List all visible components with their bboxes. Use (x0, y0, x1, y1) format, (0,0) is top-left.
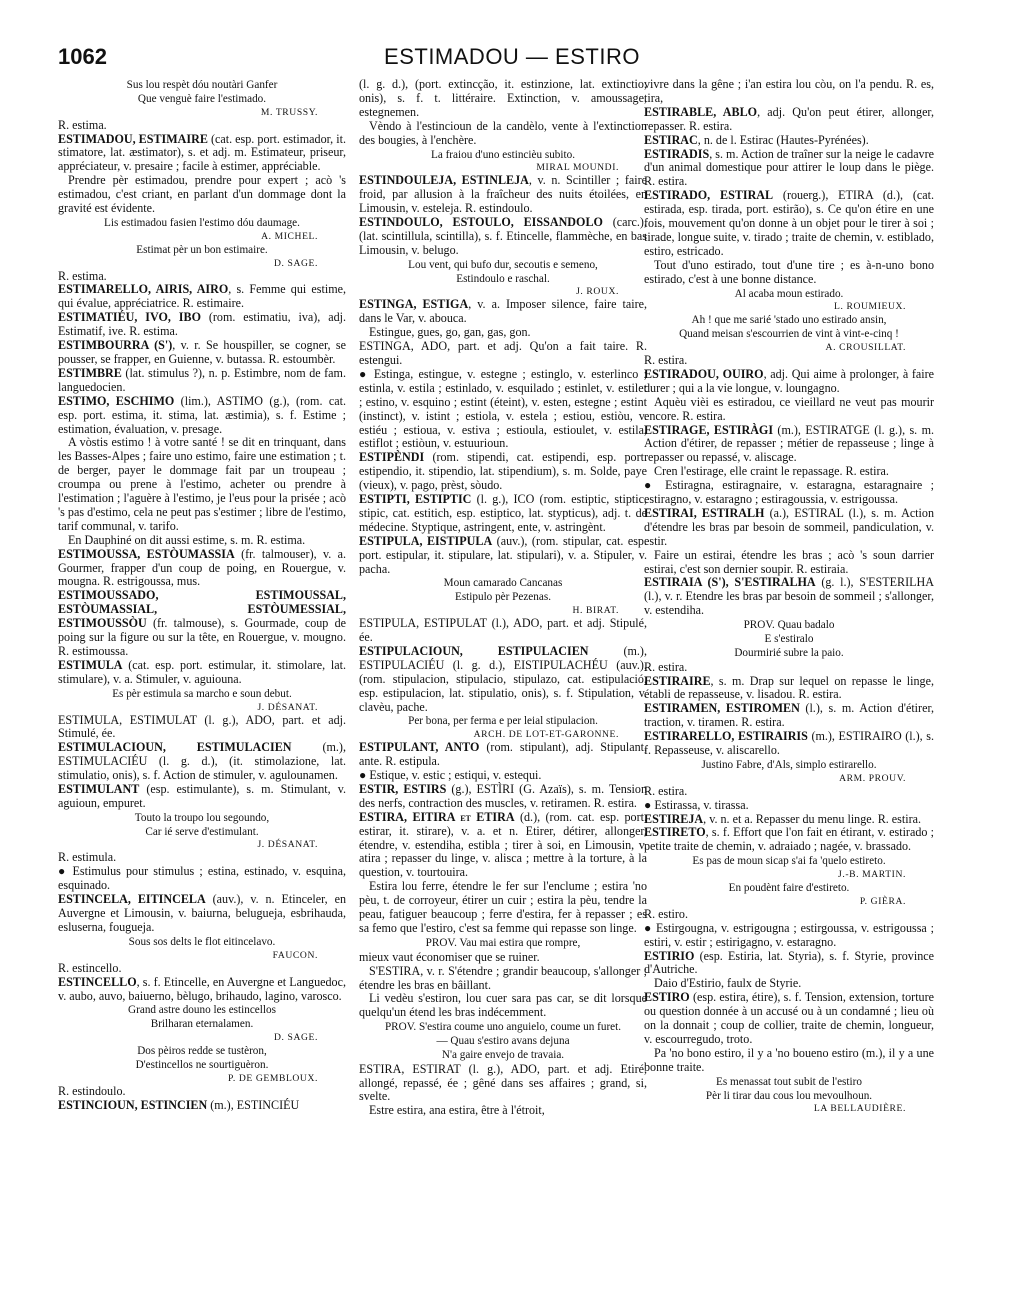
attribution-text: ARCH. DE LOT-ET-GARONNE. (473, 729, 619, 741)
verse-text: Al acaba moun estirado. (734, 287, 844, 300)
dictionary-entry (359, 535, 647, 577)
attribution-text: P. GIÈRA. (859, 895, 906, 907)
verse-quote (359, 937, 647, 950)
entry-text: (lim.), ASTIMO (g.), (rom. cat. esp. port. estima, it. stima, lat. æstimia), s. f. Estime ; estimation, évaluation, v. presage. (58, 393, 346, 436)
headword: ESTINGA, ESTIGA (359, 297, 469, 312)
attribution-text: J. DÉSANAT. (257, 701, 318, 713)
entry-text: (g. l.), S'ESTERILHA (l.), v. r. Etendre les bras par besoin de sommeil ; s'allonger, v. estendiha. (644, 575, 934, 618)
dictionary-entry (58, 133, 346, 175)
entry-paragraph (359, 1104, 647, 1118)
dictionary-entry (644, 368, 934, 396)
dictionary-entry (58, 893, 346, 935)
entry-paragraph (359, 340, 647, 368)
verse-quote (644, 759, 934, 772)
entry-paragraph (359, 617, 647, 645)
headword: ESTINCELLO (58, 974, 137, 989)
entry-text: R. estindoulo. (58, 1083, 126, 1098)
entry-paragraph (58, 851, 346, 865)
verse-quote (644, 855, 934, 868)
column-middle (359, 78, 647, 1296)
dictionary-entry (359, 174, 647, 216)
verse-text: Sus lou respèt dóu noutàri Ganfer (126, 79, 278, 91)
verse-quote (644, 647, 934, 660)
entry-paragraph (58, 119, 346, 133)
headword: ESTIRABLE, ABLO (644, 104, 758, 119)
verse-quote (58, 244, 346, 257)
verse-quote (644, 1090, 934, 1103)
entry-paragraph (644, 922, 934, 950)
attribution-text: A. CROUSILLAT. (825, 341, 906, 353)
headword: ESTIMBOURRA (S') (58, 338, 173, 353)
entry-paragraph (644, 479, 934, 507)
headword: ESTIPTI, ESTIPTIC (359, 492, 472, 507)
verse-text: Quand meisan s'escourrien de vint à vint-e-cinq ! (679, 328, 899, 341)
entry-text: ESTINGA, ADO, part. et adj. Qu'on a fait taire. R. estengui. (359, 339, 647, 367)
headword: ESTIMULA (58, 657, 123, 672)
verse-text: Moun camarado Cancanas (443, 577, 563, 590)
entry-paragraph (644, 465, 934, 479)
dictionary-entry (58, 311, 346, 339)
entry-text: Faire un estirai, étendre les bras ; acò 's soun darrier estirai, c'est son dernier soupir. R. estiraia. (644, 547, 934, 576)
entry-paragraph (359, 769, 647, 783)
column-left (58, 78, 346, 1296)
dictionary-entry (359, 451, 647, 493)
entry-text: ESTIPULA, ESTIPULAT (l.), ADO, part. et adj. Stipulé, ée. (359, 616, 647, 644)
headword: ESTIRETO (644, 825, 706, 840)
headword: ESTIMBRE (58, 365, 122, 380)
verse-quote (58, 79, 346, 92)
verse-quote (58, 936, 346, 949)
verse-text: Que venguè faire l'estimado. (137, 92, 267, 105)
entry-text: (esp. estira, étire), s. f. Tension, extension, torture ou question donnée à un accusé ou à un condamné ; lieu où on la donnait ; coup de collier, traite de chemin, longueur, v. escourregudo, troto. (644, 990, 934, 1047)
entry-paragraph (644, 977, 934, 991)
dictionary-entry (644, 991, 934, 1047)
verse-quote (359, 273, 647, 286)
headword: ESTIMARELLO, AIRIS, AIRO (58, 282, 229, 297)
verse-quote (359, 1049, 647, 1062)
verse-text: Car ié serve d'estimulant. (145, 825, 259, 838)
entry-paragraph (58, 865, 346, 893)
dictionary-entry (58, 589, 346, 659)
verse-text: Sous sos delts le flot eitincelavo. (128, 935, 276, 948)
entry-text: ● Estimulus pour stimulus ; estina, estinado, v. esquina, esquinado. (58, 864, 346, 893)
verse-quote (644, 288, 934, 301)
entry-text: R. estira. (644, 352, 688, 367)
headword: ESTINCIOUN, ESTINCIEN (58, 1097, 208, 1112)
verse-quote (58, 217, 346, 230)
entry-paragraph (359, 368, 647, 451)
entry-paragraph (644, 908, 934, 922)
entry-text: (cat. esp. port. estimular, it. stimolare, lat. stimulare), v. a. Stimuler, v. aguiouna. (58, 657, 346, 686)
entry-text: ESTIMULA, ESTIMULAT (l. g.), ADO, part. et adj. Stimulé, ée. (58, 712, 346, 741)
quote-attribution (644, 301, 906, 313)
headword: ESTIRAMEN, ESTIROMEN (644, 701, 800, 716)
headword: ESTINDOULO, ESTOULO, EISSANDOLO (359, 215, 603, 230)
entry-paragraph (644, 259, 934, 287)
dictionary-entry (359, 741, 647, 769)
entry-text: S'ESTIRA, v. r. S'étendre ; grandir beaucoup, s'allonger ; étendre les bras en bâillant. (359, 963, 647, 992)
dictionary-entry (644, 675, 934, 703)
column-right (644, 78, 934, 1296)
dictionary-entry (58, 741, 346, 783)
dictionary-entry (644, 148, 934, 190)
entry-text: (auv.), (rom. stipular, cat. esp. port. estipular, it. stipulare, lat. stipulari), v. a. Stipuler, v. pacha. (359, 533, 647, 576)
entry-paragraph (644, 354, 934, 368)
verse-quote (359, 1035, 647, 1048)
entry-text: Vèndo à l'estincioun de la candèlo, vente à l'extinction des bougies, à l'enchère. (359, 118, 647, 147)
entry-paragraph (644, 799, 934, 813)
verse-text: Estipulo pèr Pezenas. (454, 591, 551, 604)
entry-text: R. estira. (644, 783, 688, 798)
entry-text: (cat. esp. port. estimador, it. stimatore, lat. æstimator), s. et adj. m. Estimateur, priseur, appréciateur, v. presaire ; facile à estimer, appréciable. (58, 131, 346, 174)
entry-paragraph (58, 1085, 346, 1099)
verse-text: Es pas de moun sicap s'ai fa 'quelo estireto. (692, 855, 886, 868)
entry-text: , s. m. Action de traîner sur la neige le cadavre d'un animal domestique pour attirer le loup dans le piège. R. estira. (644, 146, 934, 189)
entry-text: ● Estique, v. estic ; estiqui, v. estequi. (359, 768, 542, 783)
dictionary-entry (359, 493, 647, 535)
dictionary-entry (644, 730, 934, 758)
dictionary-entry (644, 702, 934, 730)
headword: ESTIRAI, ESTIRALH (644, 505, 765, 520)
entry-text: ● Estirassa, v. tirassa. (644, 797, 749, 812)
headword: ESTIPÈNDI (359, 450, 425, 465)
entry-text: (d.), (rom. cat. esp. port. estirar, it. stirare), v. a. et n. Etirer, détirer, allonger, étendre, v. estendiha, estibla ; tirer à soi, en Limousin, v. atira ; repasser du linge, v. alisca ; mettre à la torture, à la question, v. tourtouira. (359, 809, 647, 880)
verse-quote (644, 1076, 934, 1089)
verse-quote (359, 591, 647, 604)
headword: ESTIRADOU, OUIRO (644, 366, 764, 381)
entry-text: R. estimula. (58, 850, 117, 865)
entry-paragraph (359, 78, 647, 120)
quote-attribution (644, 869, 906, 881)
dictionary-entry (58, 339, 346, 367)
attribution-text: P. DE GEMBLOUX. (227, 1072, 318, 1084)
entry-text: vivre dans la gêne ; i'an estira lou còu, on l'a pendu. R. es, tira, (644, 78, 934, 105)
headword: ESTIPULANT, ANTO (359, 740, 480, 755)
entry-paragraph (644, 1047, 934, 1075)
dictionary-entry (644, 507, 934, 549)
entry-text: , v. r. Se houspiller, se cogner, se pousser, se frapper, en Guienne, v. butassa. R. estoumbèr. (58, 338, 346, 366)
entry-text: (l. g. d.), (port. extincção, it. estinzione, lat. extinctio, onis), s. f. t. littéraire. Extinction, v. amoussage, estegnemen. (359, 78, 647, 119)
headword: ESTIMATIÉU, IVO, IBO (58, 310, 201, 325)
attribution-text: D. SAGE. (274, 1032, 318, 1043)
verse-quote (58, 1004, 346, 1017)
entry-text: En Dauphiné on dit aussi estime, s. m. R. estima. (68, 532, 306, 547)
verse-quote (58, 93, 346, 106)
dictionary-entry (359, 783, 647, 811)
verse-quote (58, 1018, 346, 1031)
entry-text: , v. n. et a. Repasser du menu linge. R. estira. (703, 811, 922, 826)
verse-quote (359, 259, 647, 272)
quote-attribution (644, 1103, 906, 1115)
attribution-text: H. BIRAT. (572, 605, 619, 617)
verse-text: Estimat pèr un bon estimaire. (136, 243, 268, 256)
verse-quote (644, 314, 934, 327)
verse-quote (58, 1059, 346, 1072)
verse-text: Brilharan eternalamen. (150, 1018, 254, 1031)
quote-attribution (58, 231, 318, 243)
dictionary-entry (359, 811, 647, 881)
entry-text: (m.), ESTIRATGE (l. g.), s. m. Action d'étirer, de repasser ; métier de repasseuse ; linge à repasser ou repassé, v. aliscage. (644, 422, 934, 465)
entry-text: Prendre pèr estimadou, prendre pour expert ; acò 's estimadou, c'est criant, en parlant d'un dommage dont la gravité est évidente. (58, 173, 346, 216)
verse-quote (644, 619, 934, 632)
attribution-text: FAUCON. (272, 949, 318, 961)
verse-quote (359, 577, 647, 590)
entry-text: Tout d'uno estirado, tout d'une tire ; es à-n-uno bono estirado, c'est à une bonne distance. (644, 257, 934, 286)
entry-text: R. estincello. (58, 960, 122, 975)
verse-text: Per bona, per ferma e per leial stipulacion. (408, 715, 598, 728)
entry-paragraph (359, 120, 647, 148)
dictionary-entry (644, 576, 934, 618)
attribution-text: J.-B. MARTIN. (838, 869, 906, 881)
entry-text: mieux vaut économiser que se ruiner. (359, 949, 540, 964)
entry-text: Cren l'estirage, elle craint le repassage. R. estira. (654, 464, 889, 479)
dictionary-entry (58, 976, 346, 1004)
entry-text: Estira lou ferre, étendre le fer sur l'enclume ; estira 'no pèu, t. de corroyeur, étirer un cuir ; estira la pèu, tendre la peau, fatiguer beaucoup ; ferre d'estira, fer à repasser ; es sa femo que l'estiro, c'est sa femme qui repasse son linge. (359, 879, 647, 935)
entry-text: (rom. stipendi, cat. estipendi, esp. port. estipendio, it. stipendio, lat. stipendium), s. m. Solde, paye (vieux), v. pago, prèst, sòudo. (359, 450, 647, 493)
verse-text: Dos pèiros redde se tustèron, (137, 1045, 267, 1057)
entry-text: A vòstis estimo ! à votre santé ! se dit en trinquant, dans les Basses-Alpes ; faire uno estimo, faire une estimation ; t. de berger, payer le dommage fait par un troupeau ; croumpa ou prene à l'estimo, acheter ou prendre à l'estimation ; l'aguère à l'estimo, je l'eus pour la prisée ; acò 's pas d'estimo, cela ne peut pas s'estimer ; libre de l'estimo, tarif communal, v. tarifo. (58, 435, 346, 533)
entry-text: (rom. estimatiu, iva), adj. Estimatif, ive. R. estima. (58, 310, 346, 339)
entry-text: R. estira. (644, 659, 688, 674)
headword: ESTIRAC (644, 132, 698, 147)
entry-text: (rom. stipulant), adj. Stipulant, ante. R. estipula. (359, 740, 647, 769)
entry-text: Pa 'no bono estiro, il y a 'no boueno estiro (m.), il y a une bonne traite. (644, 1045, 934, 1074)
headword: ESTIRARELLO, ESTIRAIRIS (644, 729, 808, 744)
entry-paragraph (359, 965, 647, 993)
page-number: 1062 (58, 44, 107, 69)
attribution-text: J. DÉSANAT. (257, 839, 318, 851)
entry-paragraph (359, 880, 647, 936)
quote-attribution (58, 1032, 318, 1044)
entry-paragraph (644, 549, 934, 577)
entry-text: (l. g.), ICO (rom. estiptic, stiptic, stipic, cat. estitich, esp. estiptico, lat. stypticus), adj. t. de médecine. Styptique, astringent, ente, v. astringènt. (359, 492, 647, 534)
attribution-text: J. ROUX. (576, 286, 619, 298)
headword: ESTINCELA, EITINCELA (58, 892, 206, 907)
verse-text: Estindoulo e raschal. (456, 272, 550, 285)
headword: ESTIRADO, ESTIRAL (644, 188, 774, 203)
entry-text: (auv.), v. n. Etinceler, en Auvergne et Limousin, v. baiurna, belugueja, esbrihauda, esluserna, fougueja. (58, 892, 346, 934)
verse-text: N'a gaire envejo de travaia. (441, 1048, 565, 1061)
entry-text: , adj. Qu'on peut étirer, allonger, repasser. R. estira. (644, 104, 934, 133)
dictionary-entry (644, 950, 934, 978)
entry-text: , v. a. Imposer silence, faire taire, dans le Var, v. abouca. (359, 297, 647, 326)
entry-paragraph (359, 992, 647, 1020)
dictionary-entry (58, 548, 346, 590)
entry-text: ● Estiragna, estiragnaire, v. estaragna, estaragnaire ; estiragno, v. estaragno ; estiragoussia, v. estrigoussa. (644, 478, 934, 507)
dictionary-entry (359, 216, 647, 258)
headword: ESTIREJA (644, 811, 704, 826)
entry-text: (a.), ESTIRAL (l.), s. m. Action d'étendre les bras par besoin de sommeil, pandiculation, v. estir. (644, 505, 934, 548)
entry-paragraph (359, 326, 647, 340)
verse-text: La fraiou d'uno estincièu subito. (430, 148, 575, 161)
verse-text: En poudènt faire d'estireto. (728, 882, 850, 895)
dictionary-entry (644, 813, 934, 827)
dictionary-entry (644, 189, 934, 259)
verse-text: — Quau s'estiro avans dejuna (436, 1035, 570, 1048)
entry-text: (fr. talmouser), v. a. Gourmer, frapper d'un coup de poing, en Rouergue, v. mougna. R. estrigoussa, mus. (58, 546, 346, 589)
verse-text: PROV. Quau badalo (743, 619, 835, 632)
verse-text: PROV. S'estira coume uno anguielo, coume un furet. (384, 1021, 622, 1034)
entry-paragraph (58, 436, 346, 533)
verse-quote (644, 328, 934, 341)
dictionary-entry (359, 298, 647, 326)
entry-paragraph (359, 1063, 647, 1105)
entry-text: (esp. Estiria, lat. Styria), s. f. Styrie, province d'Autriche. (644, 948, 934, 977)
verse-text: Pèr li tirar dau cous lou mevoulhoun. (705, 1089, 873, 1102)
entry-text: ● Estirgougna, v. estrigougna ; estirgoussa, v. estrigoussa ; estiri, v. estir ; estirigagno, v. estaragno. (644, 920, 934, 949)
headword: ESTIRAIA (S'), S'ESTIRALHA (644, 575, 816, 590)
headword: ESTIMOUSSADO, ESTIMOUSSAL, ESTÒUMASSIAL, ESTÒUMESSIAL, ESTIMOUSSÒU (58, 588, 346, 631)
entry-text: Li vedèu s'estiron, lou cuer sara pas car, se dit lorsque quelqu'un étend les bras indécemment. (359, 991, 647, 1020)
dictionary-entry (58, 783, 346, 811)
dictionary-entry (58, 395, 346, 437)
entry-paragraph (58, 534, 346, 548)
entry-text: , adj. Qui aime à prolonger, à faire durer ; qui a la vie longue, v. loungagno. (644, 366, 934, 395)
entry-paragraph (359, 951, 647, 965)
verse-text: PROV. Vau mai estira que rompre, (425, 936, 581, 949)
attribution-text: D. SAGE. (274, 257, 318, 269)
dictionary-entry (58, 283, 346, 311)
entry-paragraph (58, 714, 346, 742)
verse-text: Touto la troupo lou segoundo, (134, 811, 270, 824)
headword: ESTIRA, EITIRA et ETIRA (359, 809, 515, 824)
attribution-text: ARM. PROUV. (839, 772, 906, 784)
entry-text: Estre estira, ana estira, être à l'étroit, (369, 1103, 545, 1118)
headword: ESTIRAIRE (644, 673, 711, 688)
dictionary-entry (644, 424, 934, 466)
entry-text: (lat. stimulus ?), n. p. Estimbre, nom de fam. languedocien. (58, 365, 346, 394)
headword: ESTIR, ESTIRS (359, 781, 447, 796)
headword: ESTIPULACIOUN, ESTIPULACIEN (359, 643, 589, 658)
verse-text: Es menassat tout subit de l'estiro (716, 1075, 862, 1088)
dictionary-entry (359, 645, 647, 715)
entry-text: (l.), s. m. Action d'étirer, traction, v. tiramen. R. estira. (644, 701, 934, 730)
headword: ESTIRIO (644, 948, 695, 963)
entry-text: , s. Femme qui estime, qui évalue, appréciatrice. R. estimaire. (58, 282, 346, 311)
verse-quote (644, 882, 934, 895)
attribution-text: L. ROUMIEUX. (834, 301, 906, 313)
entry-text: , s. m. Drap sur lequel on repasse le linge, établi de repasseuse, v. lisadou. R. estira. (644, 673, 934, 702)
dictionary-entry (58, 1099, 346, 1113)
entry-text: (m.), ESTIRAIRO (l.), s. f. Repasseuse, v. aliscarello. (644, 729, 934, 758)
entry-text: (carc.), (lat. scintillula, scintilla), s. f. Etincelle, flammèche, en bas Limousin, v. belugo. (359, 215, 647, 257)
headword: ESTIMO, ESCHIMO (58, 393, 175, 408)
dictionary-entry (58, 659, 346, 687)
entry-text: (rouerg.), ETIRA (d.), (cat. estirada, esp. tirada, port. estirão), s. Ce qu'on étire en une fois, mouvement qu'on donne à un objet pour le tirer à soi ; tirade, longue suite, v. tirado ; traite de chemin, v. estiblado, estiro, estricado. (644, 188, 934, 258)
verse-quote (644, 633, 934, 646)
entry-text: Aquèu vièi es estiradou, ce vieillard ne veut pas mourir encore. R. estira. (644, 394, 934, 423)
headword: ESTIMULACIOUN, ESTIMULACIEN (58, 740, 292, 755)
verse-text: Grand astre douno les estincellos (128, 1004, 276, 1017)
dictionary-entry (644, 134, 934, 148)
headword: ESTIMOUSSA, ESTÒUMASSIA (58, 546, 235, 561)
entry-text: ESTIRA, ESTIRAT (l. g.), ADO, part. et adj. Etiré, allongé, repassé, ée ; gêné dans ses affaires ; grand, si, svelte. (359, 1061, 647, 1104)
entry-paragraph (58, 270, 346, 284)
entry-text: (m.), ESTIMULACIÉU (l. g. d.), (it. stimolazione, lat. stimulatio, onis), s. f. Action de stimuler, v. agulounamen. (58, 740, 346, 783)
verse-text: E s'estiralo (764, 633, 814, 645)
dictionary-entry (644, 106, 934, 134)
headword: ESTIRADIS (644, 146, 710, 161)
entry-paragraph (58, 962, 346, 976)
verse-text: Lis estimadou fasien l'estimo dóu daumage. (104, 216, 300, 229)
headword: ESTIMADOU, ESTIMAIRE (58, 131, 208, 146)
headword: ESTIPULA, EISTIPULA (359, 533, 493, 548)
entry-text: R. estima. (58, 117, 107, 132)
verse-quote (58, 826, 346, 839)
entry-text: (fr. talmouse), s. Gourmade, coup de poing sur la figure ou sur la tête, en Rouergue, v. mougno. R. estimoussa. (58, 616, 346, 658)
attribution-text: M. TRUSSY. (260, 106, 318, 118)
entry-text: , s. f. Effort que l'on fait en étirant, v. estirado ; petite traite de chemin, v. adraiado ; nagée, v. brassado. (644, 825, 934, 854)
verse-quote (359, 715, 647, 728)
dictionary-entry (644, 826, 934, 854)
entry-paragraph (644, 396, 934, 424)
verse-text: Es pèr estimula sa marcho e soun debut. (112, 687, 292, 700)
entry-text: Daio d'Estirio, faulx de Styrie. (654, 976, 802, 991)
entry-text: ● Estinga, estingue, v. estegne ; estinglo, v. esterlinco ; estinla, v. estila ; estinlado, v. esquilado ; estinlet, v. estilet ; estino, v. esquino ; estint (éteint), v. esten, estegne ; estint (instinct), v. istint ; estiola, v. estela ; estiou, estiòu, v. estiéu ; estioua, v. estiva ; estioula, estioulet, v. estila, estiflot ; estiòun, v. estuurioun. (359, 366, 647, 451)
entry-text: , n. de l. Estirac (Hautes-Pyrénées). (697, 132, 869, 147)
entry-text: R. estima. (58, 268, 107, 283)
headword: ESTIRAGE, ESTIRÀGI (644, 422, 774, 437)
entry-text: (g.), ESTÌRI (G. Azaïs), s. m. Tension des nerfs, contraction des muscles, v. retiramen. R. estira. (359, 781, 647, 810)
entry-paragraph (644, 661, 934, 675)
verse-text: D'estincellos ne sourtiguèron. (135, 1058, 269, 1071)
verse-text: Justino Fabre, d'Als, simplo estirarello. (701, 758, 877, 771)
entry-paragraph (58, 174, 346, 216)
headword: ESTINDOULEJA, ESTINLEJA (359, 173, 529, 188)
entry-text: (m.), ESTINCIÉU (207, 1097, 300, 1112)
attribution-text: LA BELLAUDIÈRE. (813, 1103, 906, 1115)
entry-text: , v. n. Scintiller ; faire froid, par allusion à la fraîcheur des nuits étoilées, en Limousin, v. esteleja. R. estindoulo. (359, 173, 647, 216)
verse-quote (359, 149, 647, 162)
headword: ESTIMULANT (58, 782, 140, 797)
entry-paragraph (644, 78, 934, 106)
running-head: ESTIMADOU — ESTIRO (384, 44, 640, 69)
headword: ESTIRO (644, 990, 690, 1005)
entry-text: R. estiro. (644, 906, 689, 921)
attribution-text: MIRAL MOUNDI. (536, 162, 619, 174)
entry-paragraph (644, 785, 934, 799)
verse-text: Lou vent, qui bufo dur, secoutis e semeno, (408, 258, 598, 271)
entry-text: (m.), ESTIPULACIÉU (l. g. d.), EISTIPULACHÉU (auv.), (rom. stipulacion, stipulacio, stipulazo, cat. estipulació, esp. estipulacion, lat. stipulatio, onis), s. f. Stipulation, v. clavèu, pache. (359, 643, 647, 714)
entry-text: Estingue, gues, go, gan, gas, gon. (369, 325, 531, 340)
verse-quote (58, 1045, 346, 1058)
dictionary-entry (58, 367, 346, 395)
entry-text: (esp. estimulante), s. m. Stimulant, v. aguioun, empuret. (58, 782, 346, 810)
verse-quote (58, 812, 346, 825)
verse-text: Dourmirié subre la paio. (734, 646, 844, 659)
entry-text: , s. f. Etincelle, en Auvergne et Languedoc, v. aubo, auvo, baiuerno, bèlugo, brihaudo, lagino, varosco. (58, 974, 346, 1003)
attribution-text: A. MICHEL. (261, 230, 318, 242)
verse-quote (359, 1021, 647, 1034)
verse-text: Ah ! que me sarié 'stado uno estirado ansin, (691, 314, 887, 327)
verse-quote (58, 688, 346, 701)
